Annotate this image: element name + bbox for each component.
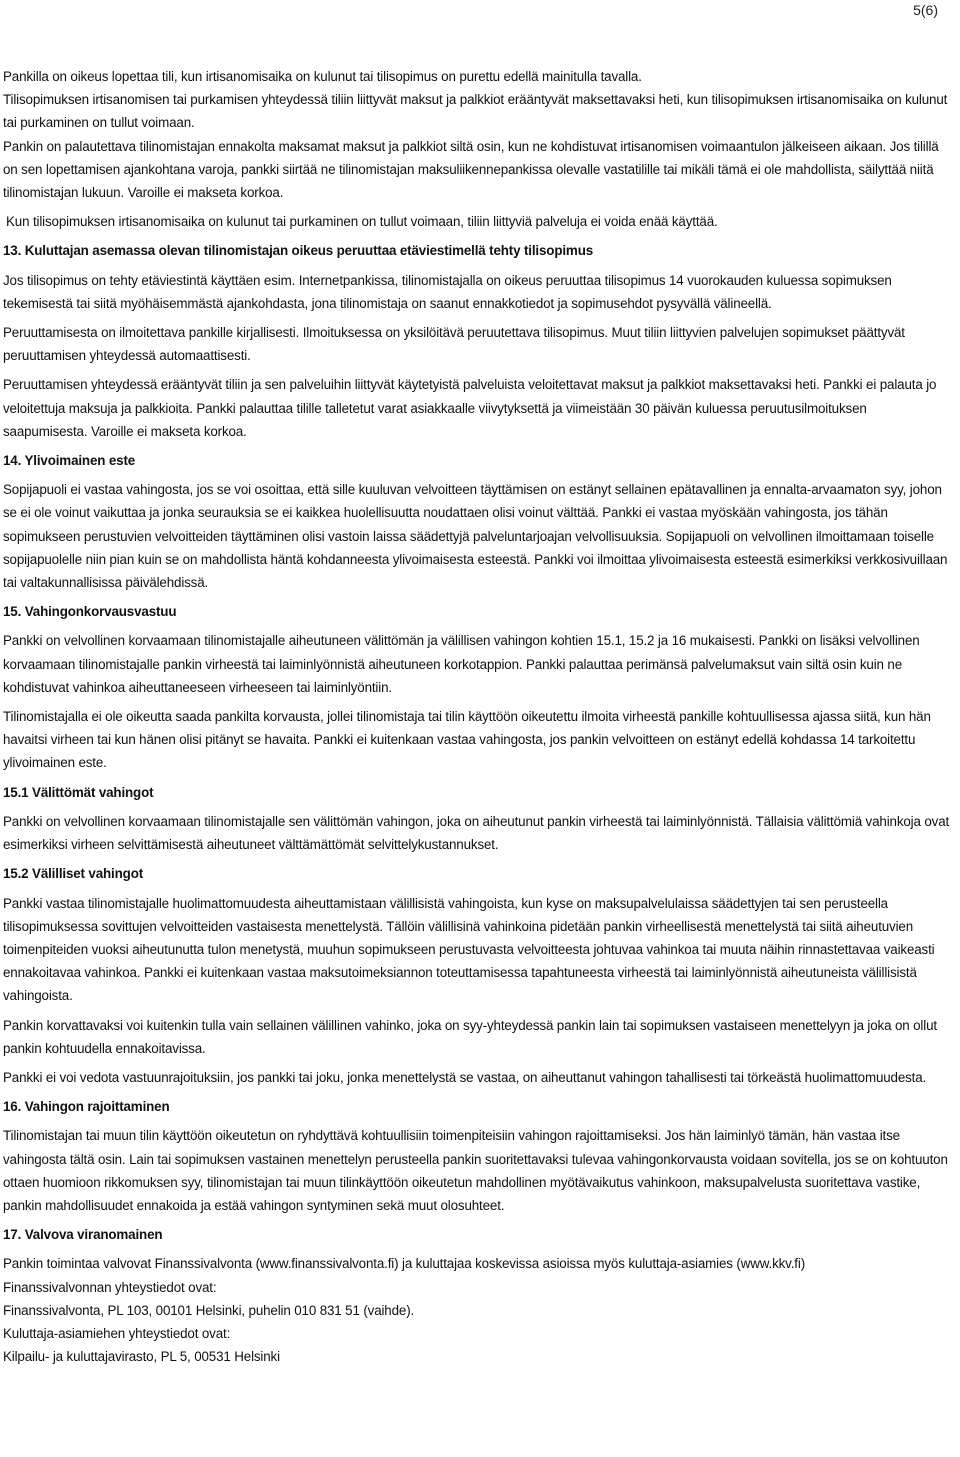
section-15-1-paragraph-1: Pankki on velvollinen korvaamaan tilinomistajalle sen välittömän vahingon, joka on aiheutunut pankin virheestä tai laiminlyönnistä. Tällaisia välittömiä vahinkoja ovat esimerkiksi virheen selvittämisestä aiheutuneet välttämättömät selvittelykustannukset. <box>3 813 950 853</box>
section-16-paragraph-1: Tilinomistajan tai muun tilin käyttöön oikeutetun on ryhdyttävä kohtuullisiin toimenpiteisiin vahingon rajoittamiseksi. Jos hän laiminlyö tämän, hän vastaa itse vahingosta tältä osin. Lain tai sopimuksen vastainen menettelyn perusteella pankin suoritettavaksi tulevaa vahingonkorvausta voidaan sovitella, jos se on kohtuuton ottaen huomioon rikkomuksen syy, tilinomistajan tai muun tilinkäyttöön oikeutetun mahdollinen myötävaikutus vahinkoon, maksupalvelusta suoritettava vastike, pankin mahdollisuudet ennakoida ja estää vahingon syntyminen sekä muut olosuhteet. <box>3 1128 948 1213</box>
section-17-line-2: Finanssivalvonnan yhteystiedot ovat: <box>3 1279 217 1295</box>
section-15-2-heading: 15.2 Välilliset vahingot <box>3 866 144 882</box>
section-17-line-5: Kilpailu- ja kuluttajavirasto, PL 5, 00531 Helsinki <box>3 1349 280 1365</box>
section-15-2-paragraph-2: Pankin korvattavaksi voi kuitenkin tulla vain sellainen välillinen vahinko, joka on syy-yhteydessä pankin lain tai sopimuksen vastaiseen menettelyyn ja joka on ollut pankin kohtuudella ennakoitavissa. <box>3 1017 937 1056</box>
section-14-paragraph-1: Sopijapuoli ei vastaa vahingosta, jos se voi osoittaa, että sille kuuluvan velvoitteen täyttämisen on estänyt sellainen epätavallinen ja ennalta-arvaamaton syy, johon se ei ole voinut vaikuttaa ja jonka seurauksia se ei kaikkea huolellisuutta noudattaen olisi voinut välttää. Pankki ei vastaa myöskään vahingosta, jos tähän sopimukseen perustuvien velvoitteiden täyttäminen olisi vastoin laissa säädettyjä palveluntarjoajan velvollisuuksia. Sopijapuoli on velvollinen ilmoittamaan toiselle sopijapuolelle niin pian kuin se on mahdollista häntä kohdanneesta ylivoimaisesta esteestä. Pankki voi ilmoittaa ylivoimaisesta esteestä esimerkiksi verkkosivuillaan tai valtakunnallisissa päivälehdissä. <box>3 482 948 591</box>
section-17-line-3: Finanssivalvonta, PL 103, 00101 Helsinki, puhelin 010 831 51 (vaihde). <box>3 1302 415 1318</box>
section-16-heading: 16. Vahingon rajoittaminen <box>3 1099 170 1115</box>
section-15-1-heading: 15.1 Välittömät vahingot <box>3 784 154 800</box>
section-14-heading: 14. Ylivoimainen este <box>3 453 136 469</box>
section-17-line-1: Pankin toimintaa valvovat Finanssivalvonta (www.finanssivalvonta.fi) ja kuluttajaa koskevissa asioissa myös kuluttaja-asiamies (www.kkv.fi) <box>3 1256 806 1272</box>
section-13-paragraph-1: Jos tilisopimus on tehty etäviestintä käyttäen esim. Internetpankissa, tilinomistajalla on oikeus peruuttaa tilisopimus 14 vuorokauden kuluessa sopimuksen tekemisestä tai siitä myöhäisemmästä ajankohdasta, jona tilinomistaja on saanut ennakkotiedot ja sopimusehdot pysyvällä välineellä. <box>3 272 892 311</box>
intro-paragraph-3: Pankin on palautettava tilinomistajan ennakolta maksamat maksut ja palkkiot siltä osin, kun ne kohdistuvat irtisanomisen voimaantulon jälkeiseen aikaan. Jos tilillä on sen lopettamisen ajankohtana varoja, pankki siirtää ne tilinomistajan maksuliikennepankissa olevalle vastatilille tai mikäli tämä ei ole mahdollista, säilyttää niitä tilinomistajan lukuun. Varoille ei makseta korkoa. <box>3 138 939 201</box>
intro-paragraph-1: Pankilla on oikeus lopettaa tili, kun irtisanomisaika on kulunut tai tilisopimus on purettu edellä mainitulla tavalla. <box>3 69 642 84</box>
section-15-heading: 15. Vahingonkorvausvastuu <box>3 604 177 620</box>
section-13-heading: 13. Kuluttajan asemassa olevan tilinomistajan oikeus peruuttaa etäviestimellä tehty tilisopimus <box>3 243 594 259</box>
section-17-heading: 17. Valvova viranomainen <box>3 1227 163 1243</box>
section-15-paragraph-2: Tilinomistajalla ei ole oikeutta saada pankilta korvausta, jollei tilinomistaja tai tilin käyttöön oikeutettu ilmoita virheestä pankille kohtuullisessa ajassa siitä, kun hän havaitsi virheen tai kun hänen olisi pitänyt se havaita. Pankki ei kuitenkaan vastaa vahingosta, jos pankin velvoitteen on estänyt edellä kohdassa 14 tarkoitettu ylivoimainen este. <box>3 709 931 771</box>
intro-paragraph-4: Kun tilisopimuksen irtisanomisaika on kulunut tai purkaminen on tullut voimaan, tiliin liittyviä palveluja ei voida enää käyttää. <box>6 214 718 230</box>
section-15-2-paragraph-1: Pankki vastaa tilinomistajalle huolimattomuudesta aiheuttamistaan välillisistä vahingoista, kun kyse on maksupalvelulaissa säädettyjen tai sen perusteella tilisopimuksessa sovittujen velvoitteiden vastaisesta menettelystä. Tällöin välillisinä vahinkoina pidetään pankin virheellisestä menettelystä tai siitä aiheutuvien toimenpiteiden vuoksi aiheutunutta tulon menetystä, muuhun sopimukseen perustuvasta velvoitteesta johtuvaa vahinkoa tai muuta näihin rinnastettavaa vaikeasti ennakoitavaa vahinkoa. Pankki ei kuitenkaan vastaa maksutoimeksiannon toteuttamisessa tapahtuneesta virheestä tai laiminlyönnistä aiheutuneista välillisistä vahingoista. <box>3 895 935 1004</box>
section-17-line-4: Kuluttaja-asiamiehen yhteystiedot ovat: <box>3 1325 231 1341</box>
section-13-paragraph-3: Peruuttamisen yhteydessä erääntyvät tiliin ja sen palveluihin liittyvät käytetyistä palveluista veloitettavat maksut ja palkkiot maksettavaksi heti. Pankki ei palauta jo veloitettuja maksuja ja palkkioita. Pankki palauttaa tilille talletetut varat asiakkaalle viivytyksettä ja viimeistään 30 päivän kuluessa peruutusilmoituksen saapumisesta. Varoille ei makseta korkoa. <box>3 377 937 439</box>
document-body <box>3 65 951 1368</box>
section-15-paragraph-1: Pankki on velvollinen korvaamaan tilinomistajalle aiheutuneen välittömän ja välillisen vahingon kohtien 15.1, 15.2 ja 16 mukaisesti. Pankki on lisäksi velvollinen korvaamaan tilinomistajalle pankin virheestä tai laiminlyönnistä aiheutuneen korkotappion. Pankki palauttaa perimänsä palvelumaksut vain siltä osin kuin ne kohdistuvat vahinkoa aiheuttaneeseen virheeseen tai laiminlyöntiin. <box>3 633 920 695</box>
section-13-paragraph-2: Peruuttamisesta on ilmoitettava pankille kirjallisesti. Ilmoituksessa on yksilöitävä peruutettava tilisopimus. Muut tiliin liittyvien palvelujen sopimukset päättyvät peruuttamisen yhteydessä automaattisesti. <box>3 325 905 364</box>
page-number: 5(6) <box>913 2 938 18</box>
section-15-2-paragraph-3: Pankki ei voi vedota vastuunrajoituksiin, jos pankki tai joku, jonka menettelystä se vastaa, on aiheuttanut vahingon tahallisesti tai törkeästä huolimattomuudesta. <box>3 1069 927 1085</box>
intro-paragraph-2: Tilisopimuksen irtisanomisen tai purkamisen yhteydessä tiliin liittyvät maksut ja palkkiot erääntyvät maksettavaksi heti, kun tilisopimuksen irtisanomisaika on kulunut tai purkaminen on tullut voimaan. <box>3 92 948 131</box>
